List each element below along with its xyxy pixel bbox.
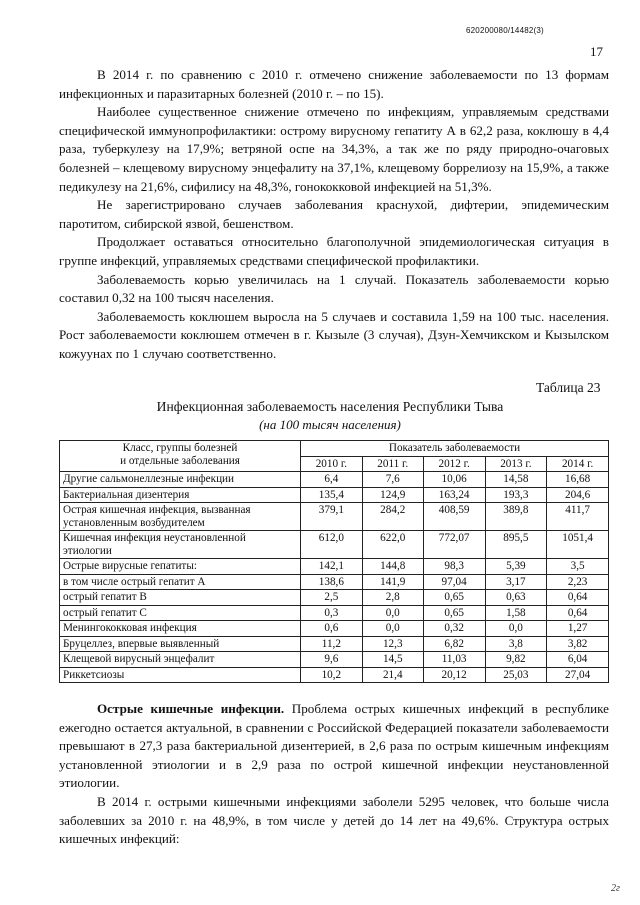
table-row	[60, 605, 609, 621]
row-value: 98,3	[423, 559, 485, 575]
row-value: 0,63	[485, 590, 547, 606]
table-row	[60, 559, 609, 575]
row-value: 163,24	[423, 487, 485, 503]
row-value: 0,3	[301, 605, 363, 621]
row-disease-name: Острая кишечная инфекция, вызванная установленным возбудителем	[60, 503, 301, 531]
row-value: 6,4	[301, 472, 363, 488]
row-disease-name: Кишечная инфекция неустановленной этиологии	[60, 531, 301, 559]
handwritten-mark: 2г	[611, 883, 620, 894]
row-value: 3,8	[485, 636, 547, 652]
row-value: 12,3	[362, 636, 423, 652]
table-row	[60, 503, 609, 531]
section-heading: Острые кишечные инфекции.	[97, 701, 285, 716]
row-value: 7,6	[362, 472, 423, 488]
row-value: 411,7	[547, 503, 609, 531]
page-number: 17	[590, 44, 603, 59]
table-row	[60, 652, 609, 668]
table-subtitle: (на 100 тысяч населения)	[259, 417, 401, 432]
table-row	[60, 667, 609, 683]
row-value: 27,04	[547, 667, 609, 683]
row-disease-name: Бруцеллез, впервые выявленный	[60, 636, 301, 652]
row-value: 3,17	[485, 574, 547, 590]
row-disease-name: Бактериальная дизентерия	[60, 487, 301, 503]
row-value: 14,58	[485, 472, 547, 488]
row-value: 0,65	[423, 590, 485, 606]
row-disease-name: в том числе острый гепатит А	[60, 574, 301, 590]
table-title: Инфекционная заболеваемость населения Республики Тыва	[156, 399, 504, 414]
row-value: 10,06	[423, 472, 485, 488]
row-value: 895,5	[485, 531, 547, 559]
row-value: 5,39	[485, 559, 547, 575]
paragraph: Наиболее существенное снижение отмечено по инфекциям, управляемым средствами специфической иммунопрофилактики: острому вирусному гепатиту А в 62,2 раза, коклюшу в 4,4 раза, туберкулезу на 17,9%; ветряной оспе на 34,3%, а так же по ряду природно-очаговых болезней – клещевому вирусному энцефалиту на 37,1%, клещевому боррелиозу на 15,9%, а также педикулезу на 21,6%, сифилису на 48,3%, гонококковой инфекцией на 51,3%.	[59, 104, 609, 194]
document-number: 620200080/14482(3)	[466, 26, 544, 35]
row-value: 6,04	[547, 652, 609, 668]
row-value: 193,3	[485, 487, 547, 503]
row-value: 0,64	[547, 605, 609, 621]
table-body	[60, 472, 609, 683]
row-disease-name: Острые вирусные гепатиты:	[60, 559, 301, 575]
row-value: 379,1	[301, 503, 363, 531]
row-value: 204,6	[547, 487, 609, 503]
row-value: 97,04	[423, 574, 485, 590]
row-disease-name: Менингококковая инфекция	[60, 621, 301, 637]
row-value: 0,6	[301, 621, 363, 637]
paragraph: Заболеваемость корью увеличилась на 1 случай. Показатель заболеваемости корью составил 0,32 на 100 тысяч населения.	[59, 271, 609, 306]
row-disease-name: Клещевой вирусный энцефалит	[60, 652, 301, 668]
header-year: 2011 г.	[362, 456, 423, 472]
row-value: 0,0	[485, 621, 547, 637]
table-row	[60, 590, 609, 606]
table-row	[60, 621, 609, 637]
row-value: 142,1	[301, 559, 363, 575]
paragraph-text: Проблема острых кишечных инфекций в республике ежегодно остается актуальной, в сравнении с Российской Федерацией показатели заболеваемости превышают в 27,3 раза бактериальной дизентерией, в 2,6 раза по острым кишечным инфекциям установленной этиологии и в 2,9 раза по острой кишечной инфекции неустановленной этиологии.	[59, 701, 609, 791]
table-row	[60, 472, 609, 488]
paragraph-acute-intestinal	[59, 700, 609, 793]
row-value: 0,65	[423, 605, 485, 621]
row-value: 0,64	[547, 590, 609, 606]
paragraph: В 2014 г. по сравнению с 2010 г. отмечено снижение заболеваемости по 13 формам инфекционных и паразитарных болезней (2010 г. – по 15).	[59, 67, 609, 101]
header-indicator-group: Показатель заболеваемости	[301, 441, 609, 457]
row-value: 10,2	[301, 667, 363, 683]
header-year: 2010 г.	[301, 456, 363, 472]
top-text-block	[59, 66, 609, 364]
row-value: 25,03	[485, 667, 547, 683]
row-value: 622,0	[362, 531, 423, 559]
bottom-text-block	[59, 700, 609, 849]
row-value: 2,5	[301, 590, 363, 606]
row-value: 14,5	[362, 652, 423, 668]
row-value: 1,58	[485, 605, 547, 621]
row-value: 16,68	[547, 472, 609, 488]
paragraph: Заболеваемость коклюшем выросла на 5 случаев и составила 1,59 на 100 тыс. населения. Рост заболеваемости коклюшем отмечен в г. Кызыле (3 случая), Дзун-Хемчикском и Кызылском кожуунах по 1 случаю соответственно.	[59, 308, 609, 361]
row-value: 408,59	[423, 503, 485, 531]
row-value: 2,8	[362, 590, 423, 606]
header-disease-class-line2: и отдельные заболевания	[120, 454, 240, 467]
header-disease-class-line1: Класс, группы болезней	[122, 442, 238, 454]
row-value: 138,6	[301, 574, 363, 590]
header-disease-class	[60, 441, 301, 472]
row-value: 20,12	[423, 667, 485, 683]
row-value: 11,2	[301, 636, 363, 652]
row-value: 1051,4	[547, 531, 609, 559]
row-value: 284,2	[362, 503, 423, 531]
row-value: 124,9	[362, 487, 423, 503]
row-value: 9,6	[301, 652, 363, 668]
header-year: 2013 г.	[485, 456, 547, 472]
row-value: 144,8	[362, 559, 423, 575]
row-value: 21,4	[362, 667, 423, 683]
table-row	[60, 487, 609, 503]
paragraph: В 2014 г. острыми кишечными инфекциями заболели 5295 человек, что больше числа заболевших за 2010 г. на 48,9%, в том числе у детей до 14 лет на 49,6%. Структура острых кишечных инфекций:	[59, 793, 609, 847]
row-value: 772,07	[423, 531, 485, 559]
row-value: 0,0	[362, 605, 423, 621]
table-row	[60, 574, 609, 590]
row-value: 6,82	[423, 636, 485, 652]
row-value: 3,5	[547, 559, 609, 575]
row-value: 11,03	[423, 652, 485, 668]
header-year: 2014 г.	[547, 456, 609, 472]
header-year: 2012 г.	[423, 456, 485, 472]
row-disease-name: острый гепатит В	[60, 590, 301, 606]
row-disease-name: Риккетсиозы	[60, 667, 301, 683]
row-value: 612,0	[301, 531, 363, 559]
paragraph: Продолжает оставаться относительно благополучной эпидемиологическая ситуация в группе инфекций, управляемых средствами специфической профилактики.	[59, 234, 609, 268]
paragraph: Не зарегистрировано случаев заболевания краснухой, дифтерии, эпидемическим паротитом, сибирской язвой, бешенством.	[59, 197, 609, 231]
row-value: 9,82	[485, 652, 547, 668]
row-value: 2,23	[547, 574, 609, 590]
row-disease-name: острый гепатит С	[60, 605, 301, 621]
table-header-row	[60, 441, 609, 457]
row-value: 389,8	[485, 503, 547, 531]
row-value: 3,82	[547, 636, 609, 652]
row-value: 0,0	[362, 621, 423, 637]
row-value: 135,4	[301, 487, 363, 503]
row-disease-name: Другие сальмонеллезные инфекции	[60, 472, 301, 488]
row-value: 1,27	[547, 621, 609, 637]
table-row	[60, 636, 609, 652]
table-label: Таблица 23	[536, 380, 601, 395]
row-value: 141,9	[362, 574, 423, 590]
row-value: 0,32	[423, 621, 485, 637]
morbidity-table	[59, 440, 609, 683]
table-row	[60, 531, 609, 559]
